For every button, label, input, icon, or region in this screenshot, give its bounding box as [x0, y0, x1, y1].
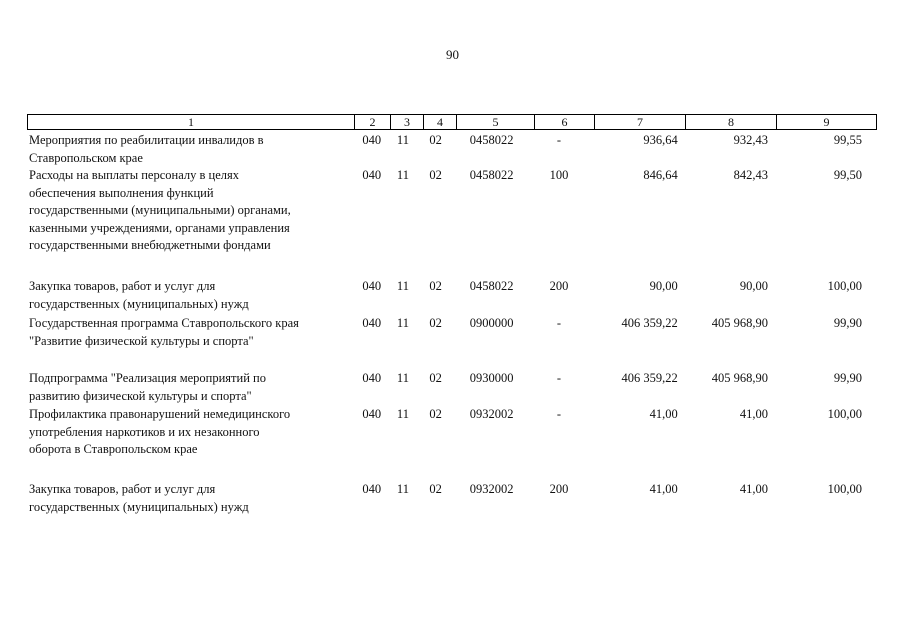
row-name	[27, 370, 351, 406]
row-name-line: "Развитие физической культуры и спорта"	[29, 333, 254, 348]
cell-col-9: 99,55	[833, 133, 863, 147]
cell-col-6: 100	[549, 168, 569, 182]
cell-col-7: 90,00	[649, 279, 678, 293]
cell-col-3: 11	[396, 279, 409, 293]
cell-col-5: 0932002	[469, 407, 514, 421]
row-name-line: Профилактика правонарушений немедицинского	[29, 407, 291, 421]
header-col-9: 9	[777, 115, 877, 130]
header-col-5: 5	[457, 115, 535, 130]
table-row	[27, 315, 868, 370]
cell-col-8: 41,00	[739, 482, 768, 496]
cell-col-4: 02	[429, 407, 442, 421]
row-name-line: Расходы на выплаты персоналу в целях	[29, 168, 239, 182]
row-name-line: Мероприятия по реабилитации инвалидов в	[29, 133, 264, 147]
row-name	[27, 278, 351, 315]
cell-col-9: 100,00	[827, 279, 863, 293]
cell-col-4: 02	[429, 133, 442, 147]
row-name-line: Закупка товаров, работ и услуг для	[29, 279, 216, 293]
cell-col-9: 100,00	[827, 407, 863, 421]
row-name-line: государственных (муниципальных) нужд	[29, 296, 249, 311]
cell-col-3: 11	[396, 407, 409, 421]
cell-col-6: -	[556, 407, 562, 421]
cell-col-8: 405 968,90	[711, 371, 768, 385]
row-name-line: государственными внебюджетными фондами	[29, 238, 271, 252]
cell-col-3: 11	[396, 316, 409, 330]
table-row	[27, 167, 868, 278]
row-name	[27, 315, 351, 370]
cell-col-4: 02	[429, 482, 442, 496]
cell-col-7: 846,64	[643, 168, 678, 182]
cell-col-2: 040	[362, 371, 382, 385]
row-name-line: государственных (муниципальных) нужд	[29, 499, 249, 514]
cell-col-2: 040	[362, 316, 382, 330]
cell-col-2: 040	[362, 133, 382, 147]
cell-col-4: 02	[429, 316, 442, 330]
page-number: 90	[446, 47, 459, 62]
row-name-line: развитию физической культуры и спорта"	[29, 388, 252, 403]
cell-col-9: 99,90	[833, 371, 863, 385]
row-name-line: Закупка товаров, работ и услуг для	[29, 482, 216, 496]
cell-col-6: 200	[549, 482, 569, 496]
row-name-line: Государственная программа Ставропольского края	[29, 316, 299, 330]
header-col-6: 6	[535, 115, 595, 130]
cell-col-5: 0930000	[469, 371, 514, 385]
cell-col-7: 936,64	[643, 133, 678, 147]
row-name-line: Подпрограмма "Реализация мероприятий по	[29, 371, 266, 385]
column-number-header	[27, 114, 877, 130]
row-name	[27, 132, 351, 167]
row-name-line: государственными (муниципальными) органами,	[29, 203, 291, 217]
cell-col-7: 406 359,22	[621, 371, 678, 385]
row-name	[27, 481, 351, 517]
cell-col-7: 406 359,22	[621, 316, 678, 330]
cell-col-4: 02	[429, 168, 442, 182]
cell-col-2: 040	[362, 279, 382, 293]
cell-col-8: 41,00	[739, 407, 768, 421]
cell-col-3: 11	[396, 482, 409, 496]
cell-col-5: 0458022	[469, 133, 514, 147]
header-col-3: 3	[391, 115, 424, 130]
cell-col-8: 932,43	[733, 133, 768, 147]
table-row	[27, 370, 868, 406]
cell-col-2: 040	[362, 482, 382, 496]
cell-col-5: 0458022	[469, 279, 514, 293]
cell-col-4: 02	[429, 371, 442, 385]
cell-col-8: 90,00	[739, 279, 768, 293]
cell-col-6: -	[556, 133, 562, 147]
header-col-4: 4	[424, 115, 457, 130]
row-name	[27, 167, 351, 278]
cell-col-6: 200	[549, 279, 569, 293]
cell-col-5: 0932002	[469, 482, 514, 496]
cell-col-5: 0900000	[469, 316, 514, 330]
cell-col-3: 11	[396, 371, 409, 385]
header-col-7: 7	[595, 115, 686, 130]
cell-col-2: 040	[362, 168, 382, 182]
cell-col-9: 99,50	[833, 168, 863, 182]
table-row	[27, 278, 868, 315]
cell-col-4: 02	[429, 279, 442, 293]
cell-col-3: 11	[396, 133, 409, 147]
cell-col-9: 99,90	[833, 316, 863, 330]
row-name-line: оборота в Ставропольском крае	[29, 442, 198, 456]
cell-col-8: 842,43	[733, 168, 768, 182]
header-col-8: 8	[686, 115, 777, 130]
row-name	[27, 406, 351, 481]
table-row	[27, 132, 868, 167]
cell-col-9: 100,00	[827, 482, 863, 496]
cell-col-3: 11	[396, 168, 409, 182]
cell-col-6: -	[556, 371, 562, 385]
table-row	[27, 406, 868, 481]
row-name-line: употребления наркотиков и их незаконного	[29, 424, 260, 439]
header-col-1: 1	[28, 115, 355, 130]
table-row	[27, 481, 868, 517]
cell-col-6: -	[556, 316, 562, 330]
cell-col-2: 040	[362, 407, 382, 421]
cell-col-8: 405 968,90	[711, 316, 768, 330]
cell-col-7: 41,00	[649, 407, 678, 421]
budget-table-body	[27, 132, 868, 517]
cell-col-7: 41,00	[649, 482, 678, 496]
cell-col-5: 0458022	[469, 168, 514, 182]
row-name-line: казенными учреждениями, органами управления	[29, 220, 290, 235]
row-name-line: обеспечения выполнения функций	[29, 185, 214, 200]
header-col-2: 2	[355, 115, 391, 130]
row-name-line: Ставропольском крае	[29, 150, 143, 165]
